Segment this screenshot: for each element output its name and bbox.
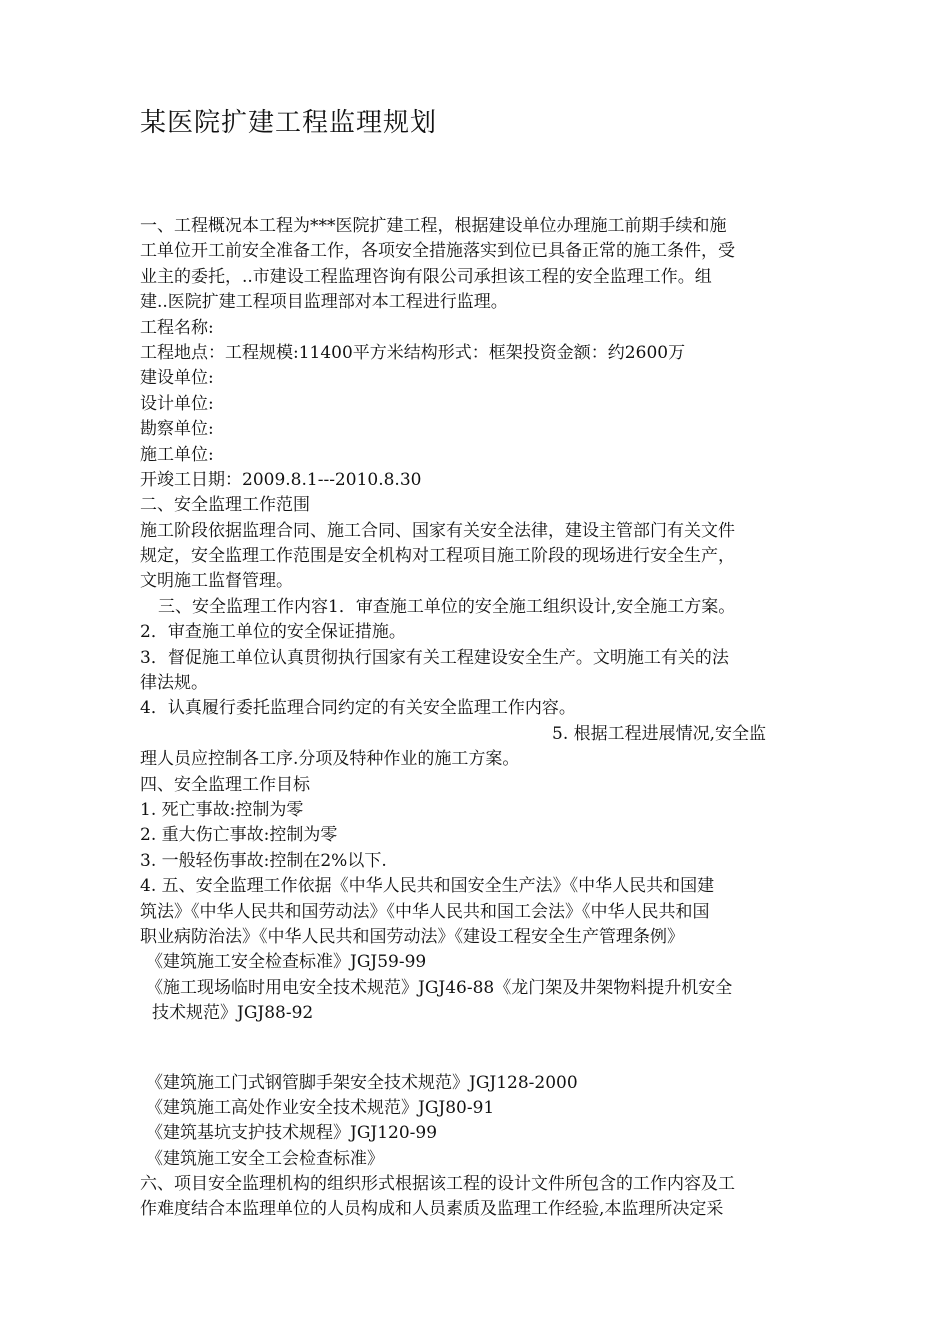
schedule-line: 开竣工日期：2009.8.1---2010.8.30: [140, 469, 422, 490]
paragraph-line: 建..医院扩建工程项目监理部对本工程进行监理。: [140, 292, 508, 313]
design-unit-line: 设计单位:: [140, 393, 214, 414]
construction-unit-line: 建设单位:: [140, 368, 214, 389]
document-title: 某医院扩建工程监理规划: [140, 108, 438, 138]
list-item: 律法规。: [140, 673, 208, 694]
paragraph-line: 文明施工监督管理。: [140, 571, 293, 592]
list-item: 3. 一般轻伤事故:控制在2%以下.: [140, 850, 387, 871]
reference-item: 《建筑基坑支护技术规程》JGJ120-99: [146, 1123, 438, 1144]
paragraph-line: 一、工程概况本工程为***医院扩建工程，根据建设单位办理施工前期手续和施: [140, 216, 727, 236]
reference-item: 《施工现场临时用电安全技术规范》JGJ46-88《龙门架及井架物料提升机安全: [146, 977, 733, 998]
list-item: 2．审查施工单位的安全保证措施。: [140, 622, 406, 643]
blank-gap: [140, 1027, 820, 1071]
section-heading: 六、项目安全监理机构的组织形式根据该工程的设计文件所包含的工作内容及工: [140, 1174, 735, 1195]
survey-unit-line: 勘察单位:: [140, 419, 214, 440]
paragraph-line: 规定，安全监理工作范围是安全机构对工程项目施工阶段的现场进行安全生产，: [140, 546, 735, 567]
reference-item: 《建筑施工高处作业安全技术规范》JGJ80-91: [146, 1097, 495, 1118]
project-location-line: 工程地点：工程规模:11400平方米结构形式：框架投资金额：约2600万: [140, 342, 686, 363]
paragraph-line: 工单位开工前安全准备工作，各项安全措施落实到位已具备正常的施工条件，受: [140, 241, 735, 262]
section-heading: 4. 五、安全监理工作依据《中华人民共和国安全生产法》《中华人民共和国建: [140, 876, 715, 897]
paragraph-line: 业主的委托，..市建设工程监理咨询有限公司承担该工程的安全监理工作。组: [140, 266, 712, 287]
contractor-line: 施工单位:: [140, 444, 214, 465]
list-item: 理人员应控制各工序.分项及特种作业的施工方案。: [140, 749, 520, 770]
paragraph-line: 施工阶段依据监理合同、施工合同、国家有关安全法律，建设主管部门有关文件: [140, 520, 735, 541]
section-heading: 二、安全监理工作范围: [140, 495, 310, 516]
document-body: [140, 214, 820, 1223]
list-item: 5. 根据工程进展情况,安全监: [552, 723, 767, 744]
project-name-line: 工程名称:: [140, 317, 214, 338]
list-item: 3．督促施工单位认真贯彻执行国家有关工程建设安全生产。文明施工有关的法: [140, 647, 729, 668]
paragraph-line: 作难度结合本监理单位的人员构成和人员素质及监理工作经验,本监理所决定采: [140, 1199, 724, 1220]
list-item: 1. 死亡事故:控制为零: [140, 799, 304, 820]
paragraph-line: 筑法》《中华人民共和国劳动法》《中华人民共和国工会法》《中华人民共和国: [140, 901, 710, 922]
section-heading: 三、安全监理工作内容1．审查施工单位的安全施工组织设计,安全施工方案。: [158, 596, 736, 617]
section-heading: 四、安全监理工作目标: [140, 774, 310, 795]
paragraph-line: 职业病防治法》《中华人民共和国劳动法》《建设工程安全生产管理条例》: [140, 926, 684, 947]
reference-item: 《建筑施工安全检查标准》JGJ59-99: [146, 952, 427, 973]
reference-item: 技术规范》JGJ88-92: [152, 1003, 314, 1024]
reference-item: 《建筑施工安全工会检查标准》: [146, 1148, 384, 1169]
reference-item: 《建筑施工门式钢管脚手架安全技术规范》JGJ128-2000: [146, 1072, 578, 1093]
list-item: 4．认真履行委托监理合同约定的有关安全监理工作内容。: [140, 698, 576, 719]
list-item: 2. 重大伤亡事故:控制为零: [140, 825, 338, 846]
